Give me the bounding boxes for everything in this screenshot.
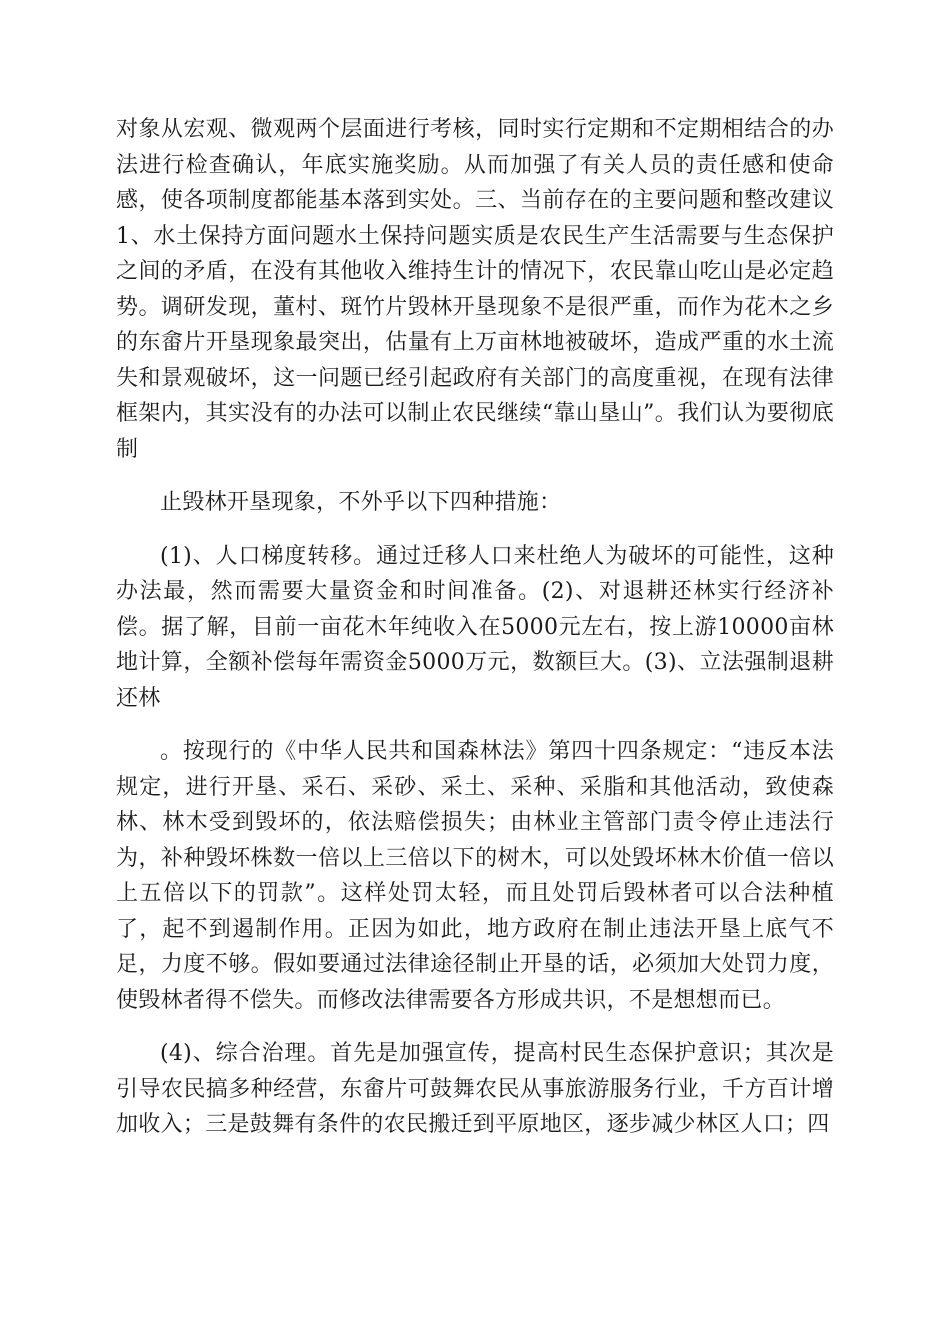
paragraph-forest-law: 。按现行的《中华人民共和国森林法》第四十四条规定：“违反本法规定，进行开垦、采石、采砂、采土、采种、采脂和其他活动，致使森林、林木受到毁坏的，依法赔偿损失；由林业主管部门责令停止违法行为，补种毁坏株数一倍以上三倍以下的树木，可以处毁坏林木价值一倍以上五倍以下的罚款”。这样处罚太轻，而且处罚后毁林者可以合法种植了，起不到遏制作用。正因为如此，地方政府在制止违法开垦上底气不足，力度不够。假如要通过法律途径制止开垦的话，必须加大处罚力度，使毁林者得不偿失。而修改法律需要各方形成共识，不是想想而已。 — [116, 739, 834, 1013]
document-body — [116, 112, 834, 1143]
paragraph-measures-1-to-3: (1)、人口梯度转移。通过迁移人口来杜绝人为破坏的可能性，这种办法最，然而需要大量资金和时间准备。(2)、对退耕还林实行经济补偿。据了解，目前一亩花木年纯收入在5000元左右，按上游10000亩林地计算，全额补偿每年需资金5000万元，数额巨大。(3)、立法强制退耕还林 — [116, 543, 834, 711]
paragraph-assessment-and-soil-issue: 对象从宏观、微观两个层面进行考核，同时实行定期和不定期相结合的办法进行检查确认，年底实施奖励。从而加强了有关人员的责任感和使命感，使各项制度都能基本落到实处。三、当前存在的主要问题和整改建议1、水土保持方面问题水土保持问题实质是农民生产生活需要与生态保护之间的矛盾，在没有其他收入维持生计的情况下，农民靠山吃山是必定趋势。调研发现，董村、斑竹片毁林开垦现象不是很严重，而作为花木之乡的东畲片开垦现象最突出，估量有上万亩林地被破坏，造成严重的水土流失和景观破坏，这一问题已经引起政府有关部门的高度重视，在现有法律框架内，其实没有的办法可以制止农民继续“靠山垦山”。我们认为要彻底制 — [116, 117, 834, 462]
paragraph-gap — [116, 1018, 834, 1036]
paragraph-gap — [116, 716, 834, 734]
paragraph-gap — [116, 467, 834, 485]
paragraph-comprehensive-governance: (4)、综合治理。首先是加强宣传，提高村民生态保护意识；其次是引导农民搞多种经营，东畲片可鼓舞农民从事旅游服务行业，千方百计增加收入；三是鼓舞有条件的农民搬迁到平原地区，逐步减少林区人口；四 — [116, 1041, 834, 1137]
paragraph-four-measures-intro: 止毁林开垦现象，不外乎以下四种措施： — [160, 490, 562, 515]
paragraph-gap — [116, 521, 834, 539]
